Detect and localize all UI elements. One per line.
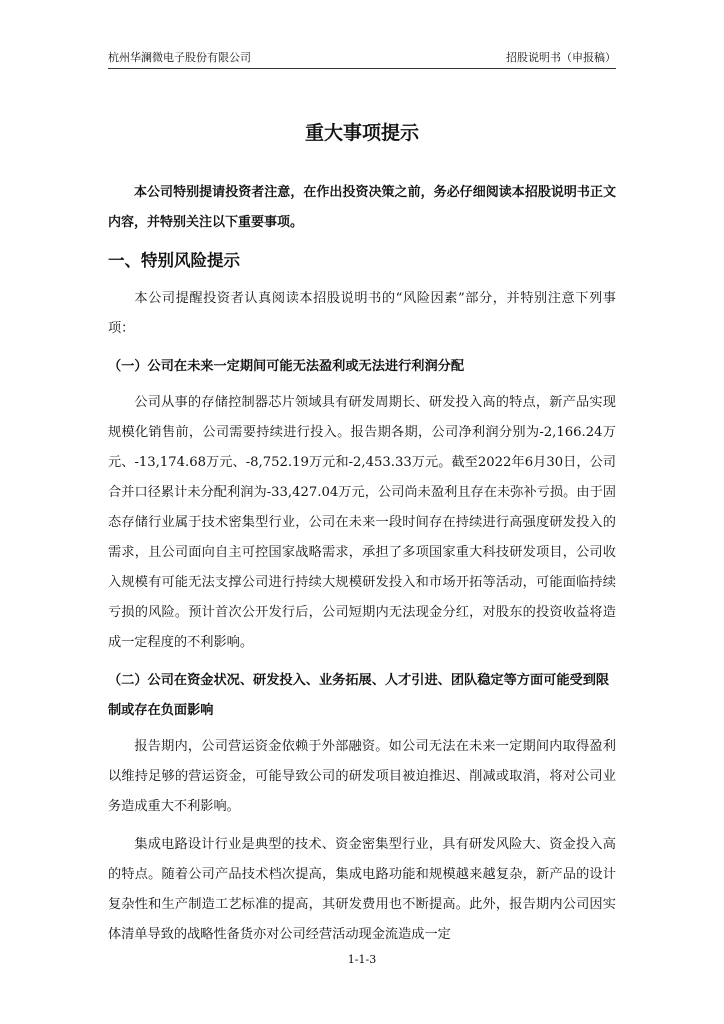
header-document-type: 招股说明书（申报稿） — [506, 51, 616, 64]
risk-paragraph-2b: 集成电路设计行业是典型的技术、资金密集型行业，具有研发风险大、资金投入高的特点。随着公司产品技术档次提高，集成电路功能和规模越来越复杂，新产品的设计复杂性和生产制造工艺标准的提高，其研发费用也不断提高。此外，报告期内公司因实体清单导致的战略性备货亦对公司经营活动现金流造成一定 — [108, 837, 616, 942]
section-intro-paragraph: 本公司提醒投资者认真阅读本招股说明书的“风险因素”部分，并特别注意下列事项： — [108, 291, 616, 336]
risk-paragraph-1: 公司从事的存储控制器芯片领域具有研发周期长、研发投入高的特点，新产品实现规模化销售前，公司需要持续进行投入。报告期各期，公司净利润分别为-2,166.24万元、-13,174.68万元、-8,752.19万元和-2,453.33万元。截至2022年6月30日，公司合并口径累计未分配利润为-33,427.04万元，公司尚未盈利且存在未弥补亏损。由于固态存储行业属于技术密集型行业，公司在未来一段时间存在持续进行高强度研发投入的需求，且公司面向自主可控国家战略需求，承担了多项国家重大科技研发项目，公司收入规模有可能无法支撑公司进行持续大规模研发投入和市场开拓等活动，可能面临持续亏损的风险。预计首次公开发行后，公司短期内无法现金分红，对股东的投资收益将造成一定程度的不利影响。 — [108, 395, 616, 650]
header-company-name: 杭州华澜微电子股份有限公司 — [108, 51, 251, 64]
intro-notice: 本公司特别提请投资者注意，在作出投资决策之前，务必仔细阅读本招股说明书正文内容，并特别关注以下重要事项。 — [108, 185, 616, 230]
risk-paragraph-2a: 报告期内，公司营运资金依赖于外部融资。如公司无法在未来一定期间内取得盈利以维持足够的营运资金，可能导致公司的研发项目被迫推迟、削减或取消，将对公司业务造成重大不利影响。 — [108, 739, 616, 814]
page-header — [108, 48, 616, 69]
page-number: 1-1-3 — [347, 953, 377, 966]
document-body — [108, 178, 616, 958]
risk-heading-2: （二）公司在资金状况、研发投入、业务拓展、人才引进、团队稳定等方面可能受到限制或存在负面影响 — [108, 673, 610, 718]
page-title: 重大事项提示 — [304, 122, 419, 144]
risk-heading-1: （一）公司在未来一定期间可能无法盈利或无法进行利润分配 — [108, 359, 465, 374]
section-heading-special-risks: 一、特别风险提示 — [108, 251, 240, 270]
